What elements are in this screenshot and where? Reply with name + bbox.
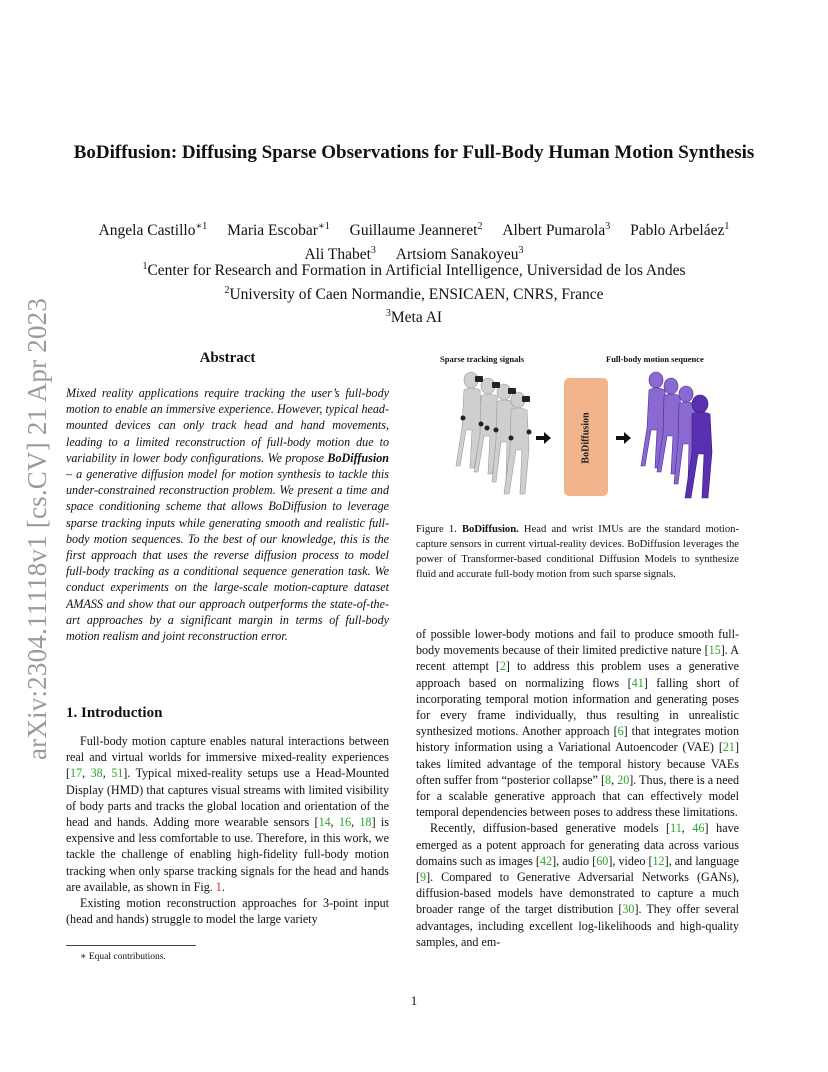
text-run: ]. Typical mixed-reality setups use a Head-Mounted Display (HMD) that captures visual streams with limited visibility of body parts and tracks the global location and orientation of the head and hands. Adding more wearable sensors [ bbox=[66, 766, 390, 830]
figure-label-right: Full-body motion sequence bbox=[606, 354, 704, 364]
author: Albert Pumarola$^3$ bbox=[502, 221, 611, 239]
citation-link[interactable]: 21 bbox=[722, 740, 735, 755]
figure-caption: Figure 1. BoDiffusion. Head and wrist IMUs are the standard motion-capture sensors in current virtual-reality devices. BoDiffusion leverages the power of Transformer-based conditional Diffusion Models to synthesize fluid and accurate full-body motion from such sparse signals. bbox=[416, 524, 739, 580]
citation-link[interactable]: 42 bbox=[539, 853, 553, 868]
text-run: Full-body motion capture enables natural interactions between real and virtual worlds for immersive mixed-reality experiences [ bbox=[66, 734, 389, 781]
citation-link[interactable]: 8 bbox=[605, 772, 612, 787]
text-run: ] to address this problem uses a generative approach based on normalizing flows [ bbox=[416, 659, 739, 690]
text-run: , bbox=[330, 815, 340, 830]
citation-link[interactable]: 60 bbox=[596, 853, 609, 868]
affiliation: $^1$Center for Research and Formation in Artificial Intelligence, Universidad de los Andes bbox=[142, 261, 686, 279]
full-body-motion-figures bbox=[641, 372, 712, 498]
text-run: ]. Thus, there is a need for a scalable generative approach that can effectively model temporal dependencies between poses to address these limitations. bbox=[416, 772, 740, 820]
text-run: ], audio [ bbox=[552, 853, 597, 868]
right-column-text bbox=[416, 626, 739, 950]
affiliation: $^3$Meta AI bbox=[385, 308, 443, 326]
arrow-right-icon bbox=[616, 432, 631, 444]
abstract-heading: Abstract bbox=[199, 350, 256, 366]
author: Ali Thabet$^3$ bbox=[304, 245, 376, 263]
section-heading-introduction: 1. Introduction bbox=[66, 705, 163, 721]
citation-link[interactable]: 14 bbox=[318, 815, 331, 830]
author: Artsiom Sanakoyeu$^3$ bbox=[395, 245, 524, 263]
affiliation: $^2$University of Caen Normandie, ENSICAEN, CNRS, France bbox=[224, 284, 604, 303]
text-run: , bbox=[82, 766, 91, 781]
citation-link[interactable]: 2 bbox=[499, 659, 506, 674]
text-run: ] that integrates motion history information using a Variational Autoencoder (VAE) [ bbox=[416, 724, 739, 755]
paragraph bbox=[416, 820, 739, 950]
page-number: 1 bbox=[410, 993, 418, 1008]
introduction-text bbox=[66, 733, 389, 927]
citation-link[interactable]: 9 bbox=[420, 870, 427, 885]
abstract-text: Mixed reality applications require tracking the user’s full-body motion to enable an immersive experience. However, typical head-mounted devices can only track head and hand movements, leading to a limited reconstruction of full-body motion due to variability in lower body configurations. We propose BoDiffusion – a generative diffusion model for motion synthesis to tackle this under-constrained reconstruction problem. We present a time and space conditioning scheme that allows BoDiffusion to leverage sparse tracking inputs while generating smooth and realistic full-body motion sequences. To the best of our knowledge, this is the first approach that uses the reverse diffusion process to model full-body tracking as a conditional sequence generation task. We conduct experiments on the large-scale motion-capture dataset AMASS and show that our approach outperforms the state-of-the-art approaches by a significant margin in terms of full-body motion realism and joint reconstruction error. bbox=[66, 386, 389, 644]
text-run: of possible lower-body motions and fail to produce smooth full-body movements because of their limited predictive nature [ bbox=[416, 627, 739, 658]
text-run: , bbox=[351, 815, 360, 830]
text-run: ] is expensive and less comfortable to use. Therefore, in this work, we tackle the challenge of enabling high-fidelity full-body motion tracking when only sparse tracking signals for the head and hands are available, as shown in Fig. bbox=[66, 815, 390, 894]
paper-title: BoDiffusion: Diffusing Sparse Observations for Full-Body Human Motion Synthesis bbox=[73, 142, 755, 163]
citation-link[interactable]: 15 bbox=[708, 643, 721, 658]
paragraph bbox=[416, 626, 739, 820]
citation-link[interactable]: 12 bbox=[652, 853, 665, 868]
citation-link[interactable]: 38 bbox=[90, 766, 103, 781]
footnote-divider bbox=[66, 945, 196, 946]
author: Maria Escobar$^{∗1}$ bbox=[227, 221, 330, 239]
citation-link[interactable]: 18 bbox=[359, 815, 372, 830]
text-run: , bbox=[102, 766, 112, 781]
text-run: ], video [ bbox=[608, 853, 653, 868]
citation-link[interactable]: 46 bbox=[692, 821, 705, 836]
text-run: ] takes limited advantage of the temporal history because VAEs often suffer from “posterior collapse” [ bbox=[416, 740, 739, 787]
text-run: ]. A recent attempt [ bbox=[416, 643, 739, 674]
figure-label-left: Sparse tracking signals bbox=[440, 354, 525, 364]
author: Angela Castillo$^{∗1}$ bbox=[98, 221, 208, 239]
citation-link[interactable]: 16 bbox=[339, 815, 352, 830]
affiliations bbox=[40, 257, 788, 328]
paragraph: Existing motion reconstruction approaches for 3-point input (head and hands) struggle to model the large variety bbox=[66, 896, 389, 927]
arxiv-stamp: arXiv:2304.11118v1 [cs.CV] 21 Apr 2023 bbox=[22, 297, 52, 760]
citation-link[interactable]: 30 bbox=[622, 902, 635, 917]
text-run: ] falling short of incorporating temporal motion information and generating poses for every frame individually, thus resulting in unrealistic synthesized motions. Another approach [ bbox=[416, 675, 739, 739]
author: Pablo Arbeláez$^1$ bbox=[630, 221, 730, 239]
figure-1 bbox=[416, 348, 739, 508]
arrow-right-icon bbox=[536, 432, 551, 444]
method-name: BoDiffusion bbox=[327, 450, 389, 465]
text-run: , bbox=[611, 772, 618, 787]
text-run: . bbox=[221, 879, 225, 894]
citation-link[interactable]: 11 bbox=[670, 821, 682, 836]
citation-link[interactable]: 51 bbox=[111, 766, 124, 781]
bodiffusion-box-label: BoDiffusion bbox=[580, 412, 592, 464]
citation-link[interactable]: 17 bbox=[70, 766, 83, 781]
text-run: Recently, diffusion-based generative models [ bbox=[430, 821, 671, 836]
footnote: ∗ Equal contributions. bbox=[80, 952, 166, 962]
figure-illustration bbox=[416, 348, 739, 508]
text-run: ]. They offer several advantages, including excellent log-likelihoods and high-quality samples, and em- bbox=[416, 902, 739, 949]
author: Guillaume Jeanneret$^2$ bbox=[349, 221, 483, 239]
text-run: ], and language [ bbox=[416, 853, 739, 885]
text-run: , bbox=[681, 821, 693, 836]
text-run: ] have emerged as a potent approach for generating data across various domains such as images [ bbox=[416, 821, 739, 868]
figure-reference-link[interactable]: 1 bbox=[215, 879, 222, 894]
citation-link[interactable]: 41 bbox=[631, 675, 644, 690]
paragraph bbox=[66, 733, 389, 895]
citation-link[interactable]: 20 bbox=[617, 772, 630, 787]
text-run: ]. Compared to Generative Adversarial Networks (GANs), diffusion-based models have demonstrated to capture a much broader range of the target distribution [ bbox=[416, 870, 739, 917]
citation-link[interactable]: 6 bbox=[617, 724, 624, 739]
sparse-tracking-figures bbox=[456, 372, 532, 494]
